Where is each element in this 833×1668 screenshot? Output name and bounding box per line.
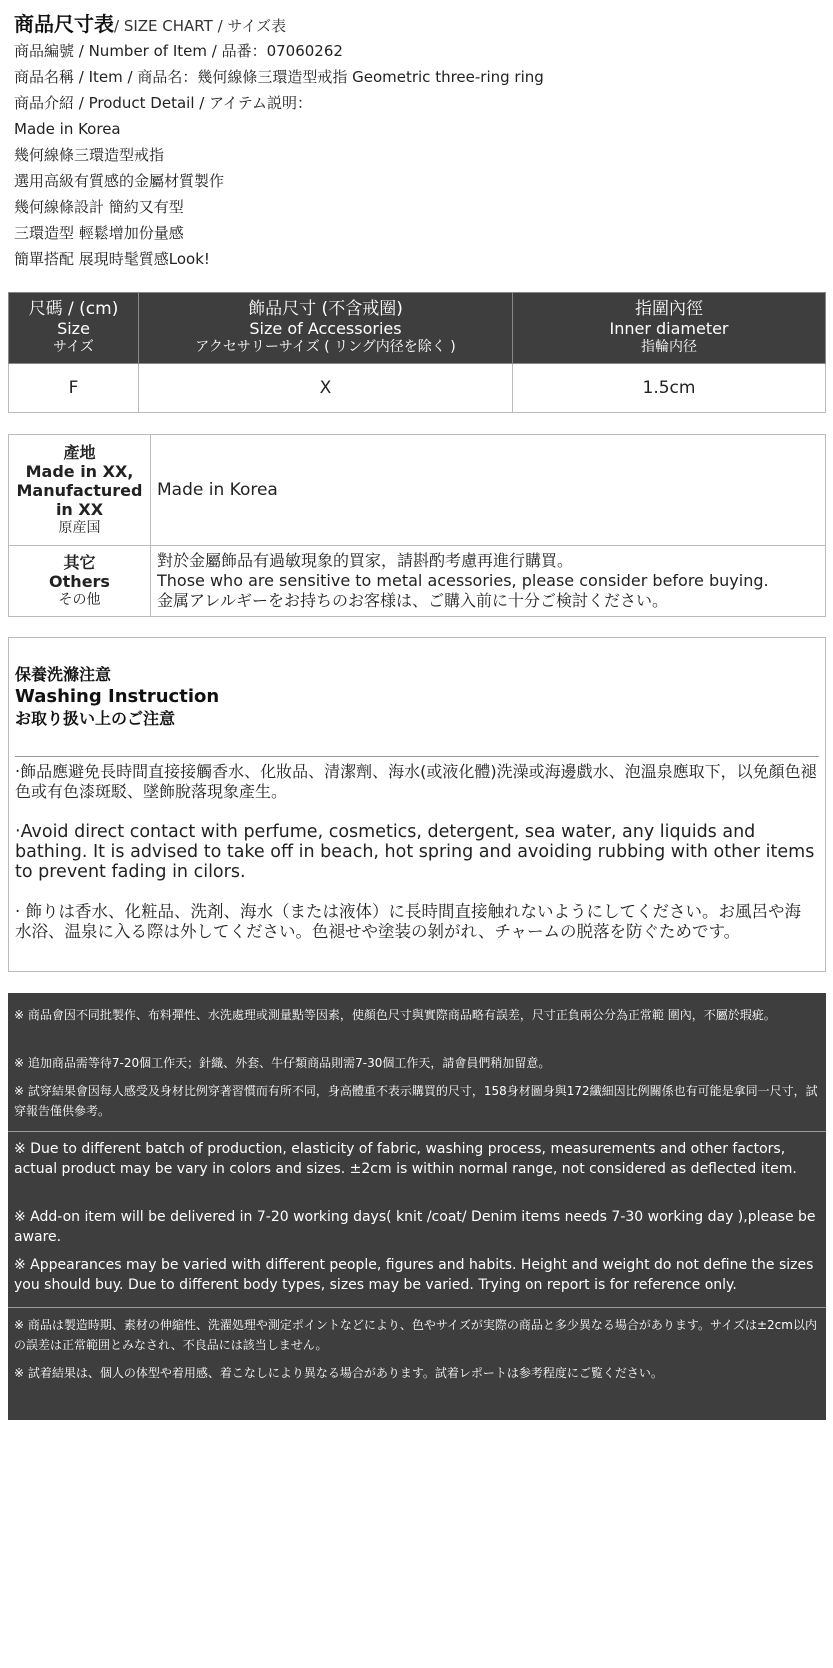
item-name: 商品名稱 / Item / 商品名：幾何線條三環造型戒指 Geometric three-ring ring <box>14 68 544 86</box>
notes-panel <box>8 993 826 1420</box>
table-row <box>9 364 826 413</box>
note-en: ※ Due to different batch of production, elasticity of fabric, washing process, measurements and other factors, actual product may be vary in colors and sizes. ±2cm is within normal range, not considered as deflected item. <box>14 1141 797 1177</box>
size-column-header <box>9 293 139 364</box>
divider <box>15 756 819 757</box>
label-text: in XX <box>55 499 104 519</box>
others-label <box>9 546 151 617</box>
size-table <box>8 292 826 413</box>
label-text: Manufactured <box>16 480 143 500</box>
header-text: 飾品尺寸 (不含戒圈) <box>248 298 403 319</box>
value-text: Those who are sensitive to metal acessories, please consider before buying. <box>157 571 769 590</box>
description-line: 選用高級有質感的金屬材質製作 <box>14 172 225 190</box>
origin-value: Made in Korea <box>151 435 826 546</box>
inner-diameter-cell: 1.5cm <box>513 364 826 413</box>
origin-table <box>8 434 826 617</box>
washing-text-en: ‧Avoid direct contact with perfume, cosmetics, detergent, sea water, any liquids and bathing. It is advised to take off in beach, hot spring and avoiding rubbing with other items to prevent fading in cilors. <box>15 822 815 882</box>
header-text: アクセサリーサイズ ( リング内径を除く ) <box>195 338 456 355</box>
note-ja: ※ 商品は製造時期、素材の伸縮性、洗濯処理や測定ポイントなどにより、色やサイズが実際の商品と多少異なる場合があります。サイズは±2cm以内の誤差は正常範囲とみなされ、不良品には該当しません。 <box>14 1318 817 1352</box>
header-text: 指圍內徑 <box>635 298 703 319</box>
product-header <box>14 12 814 272</box>
label-text: Others <box>49 571 110 591</box>
size-table-header <box>9 293 826 364</box>
others-row <box>9 546 826 617</box>
accessory-size-column-header <box>139 293 513 364</box>
note-en: ※ Appearances may be varied with different people, figures and habits. Height and weight do not define the sizes you should buy. Due to different body types, sizes may be varied. Trying on report is for reference only. <box>14 1257 814 1293</box>
header-text: Size <box>57 318 90 338</box>
title-main: 商品尺寸表 <box>14 12 114 36</box>
header-text: 尺碼 / (cm) <box>28 298 119 319</box>
label-text: Made in XX, <box>25 461 134 481</box>
note-ja: ※ 試着結果は、個人の体型や着用感、着こなしにより異なる場合があります。試着レポートは参考程度にご覧ください。 <box>14 1366 663 1380</box>
note-zh: ※ 追加商品需等待7-20個工作天；針織、外套、牛仔類商品則需7-30個工作天，請會員們稍加留意。 <box>14 1056 551 1070</box>
item-number: 商品編號 / Number of Item / 品番：07060262 <box>14 42 343 60</box>
origin-row <box>9 435 826 546</box>
value-text: 金属アレルギーをお持ちのお客様は、ご購入前に十分ご検討ください。 <box>157 591 668 610</box>
washing-title <box>15 664 219 730</box>
header-text: Inner diameter <box>609 318 729 338</box>
others-value <box>151 546 826 617</box>
header-text: サイズ <box>53 338 94 355</box>
header-text: Size of Accessories <box>249 318 402 338</box>
label-text: 原産国 <box>58 519 101 536</box>
description-line: 幾何線條三環造型戒指 <box>14 146 165 164</box>
note-en: ※ Add-on item will be delivered in 7-20 working days( knit /coat/ Denim items needs 7-30 working day ),please be aware. <box>14 1209 816 1245</box>
size-cell: F <box>9 364 139 413</box>
washing-title-en: Washing Instruction <box>15 686 220 707</box>
title-sub: / SIZE CHART / サイズ表 <box>114 17 287 35</box>
value-text: 對於金屬飾品有過敏現象的買家，請斟酌考慮再進行購買。 <box>157 551 574 570</box>
page-title <box>14 12 814 38</box>
washing-title-ja: お取り扱い上のご注意 <box>15 709 176 728</box>
note-zh: ※ 商品會因不同批製作、布料彈性、水洗處理或測量點等因素，使顏色尺寸與實際商品略有誤差，尺寸正負兩公分為正常範 圍內，不屬於瑕疵。 <box>14 1008 776 1022</box>
description-line: 簡單搭配 展現時髦質感Look! <box>14 250 210 268</box>
description-line: Made in Korea <box>14 120 121 138</box>
product-detail-label: 商品介紹 / Product Detail / アイテム説明： <box>14 94 312 112</box>
washing-text-ja: ‧ 飾りは香水、化粧品、洗剤、海水（または液体）に長時間直接触れないようにしてください。お風呂や海水浴、温泉に入る際は外してください。色褪せや塗装の剝がれ、チャームの脱落を防ぐためです。 <box>15 902 801 941</box>
washing-title-zh: 保養洗滌注意 <box>15 665 112 684</box>
label-text: 其它 <box>63 552 96 572</box>
washing-text-zh: ‧飾品應避免長時間直接接觸香水、化妝品、清潔劑、海水(或液化體)洗澡或海邊戲水、泡溫泉應取下，以免顏色褪色或有色漆斑駁、墜飾脫落現象產生。 <box>15 762 817 801</box>
divider <box>8 1307 826 1308</box>
origin-label <box>9 435 151 546</box>
description-line: 幾何線條設計 簡約又有型 <box>14 198 184 216</box>
divider <box>8 1131 826 1132</box>
header-text: 指輪内径 <box>641 338 697 355</box>
description-line: 三環造型 輕鬆增加份量感 <box>14 224 184 242</box>
label-text: その他 <box>58 591 101 608</box>
inner-diameter-column-header <box>513 293 826 364</box>
washing-instruction-box <box>8 637 826 972</box>
label-text: 產地 <box>63 442 96 462</box>
note-zh: ※ 試穿結果會因每人感受及身材比例穿著習慣而有所不同，身高體重不表示購買的尺寸，158身材圖身與172纖細因比例關係也有可能是拿同一尺寸，試穿報告僅供參考。 <box>14 1084 818 1118</box>
accessory-size-cell: X <box>139 364 513 413</box>
